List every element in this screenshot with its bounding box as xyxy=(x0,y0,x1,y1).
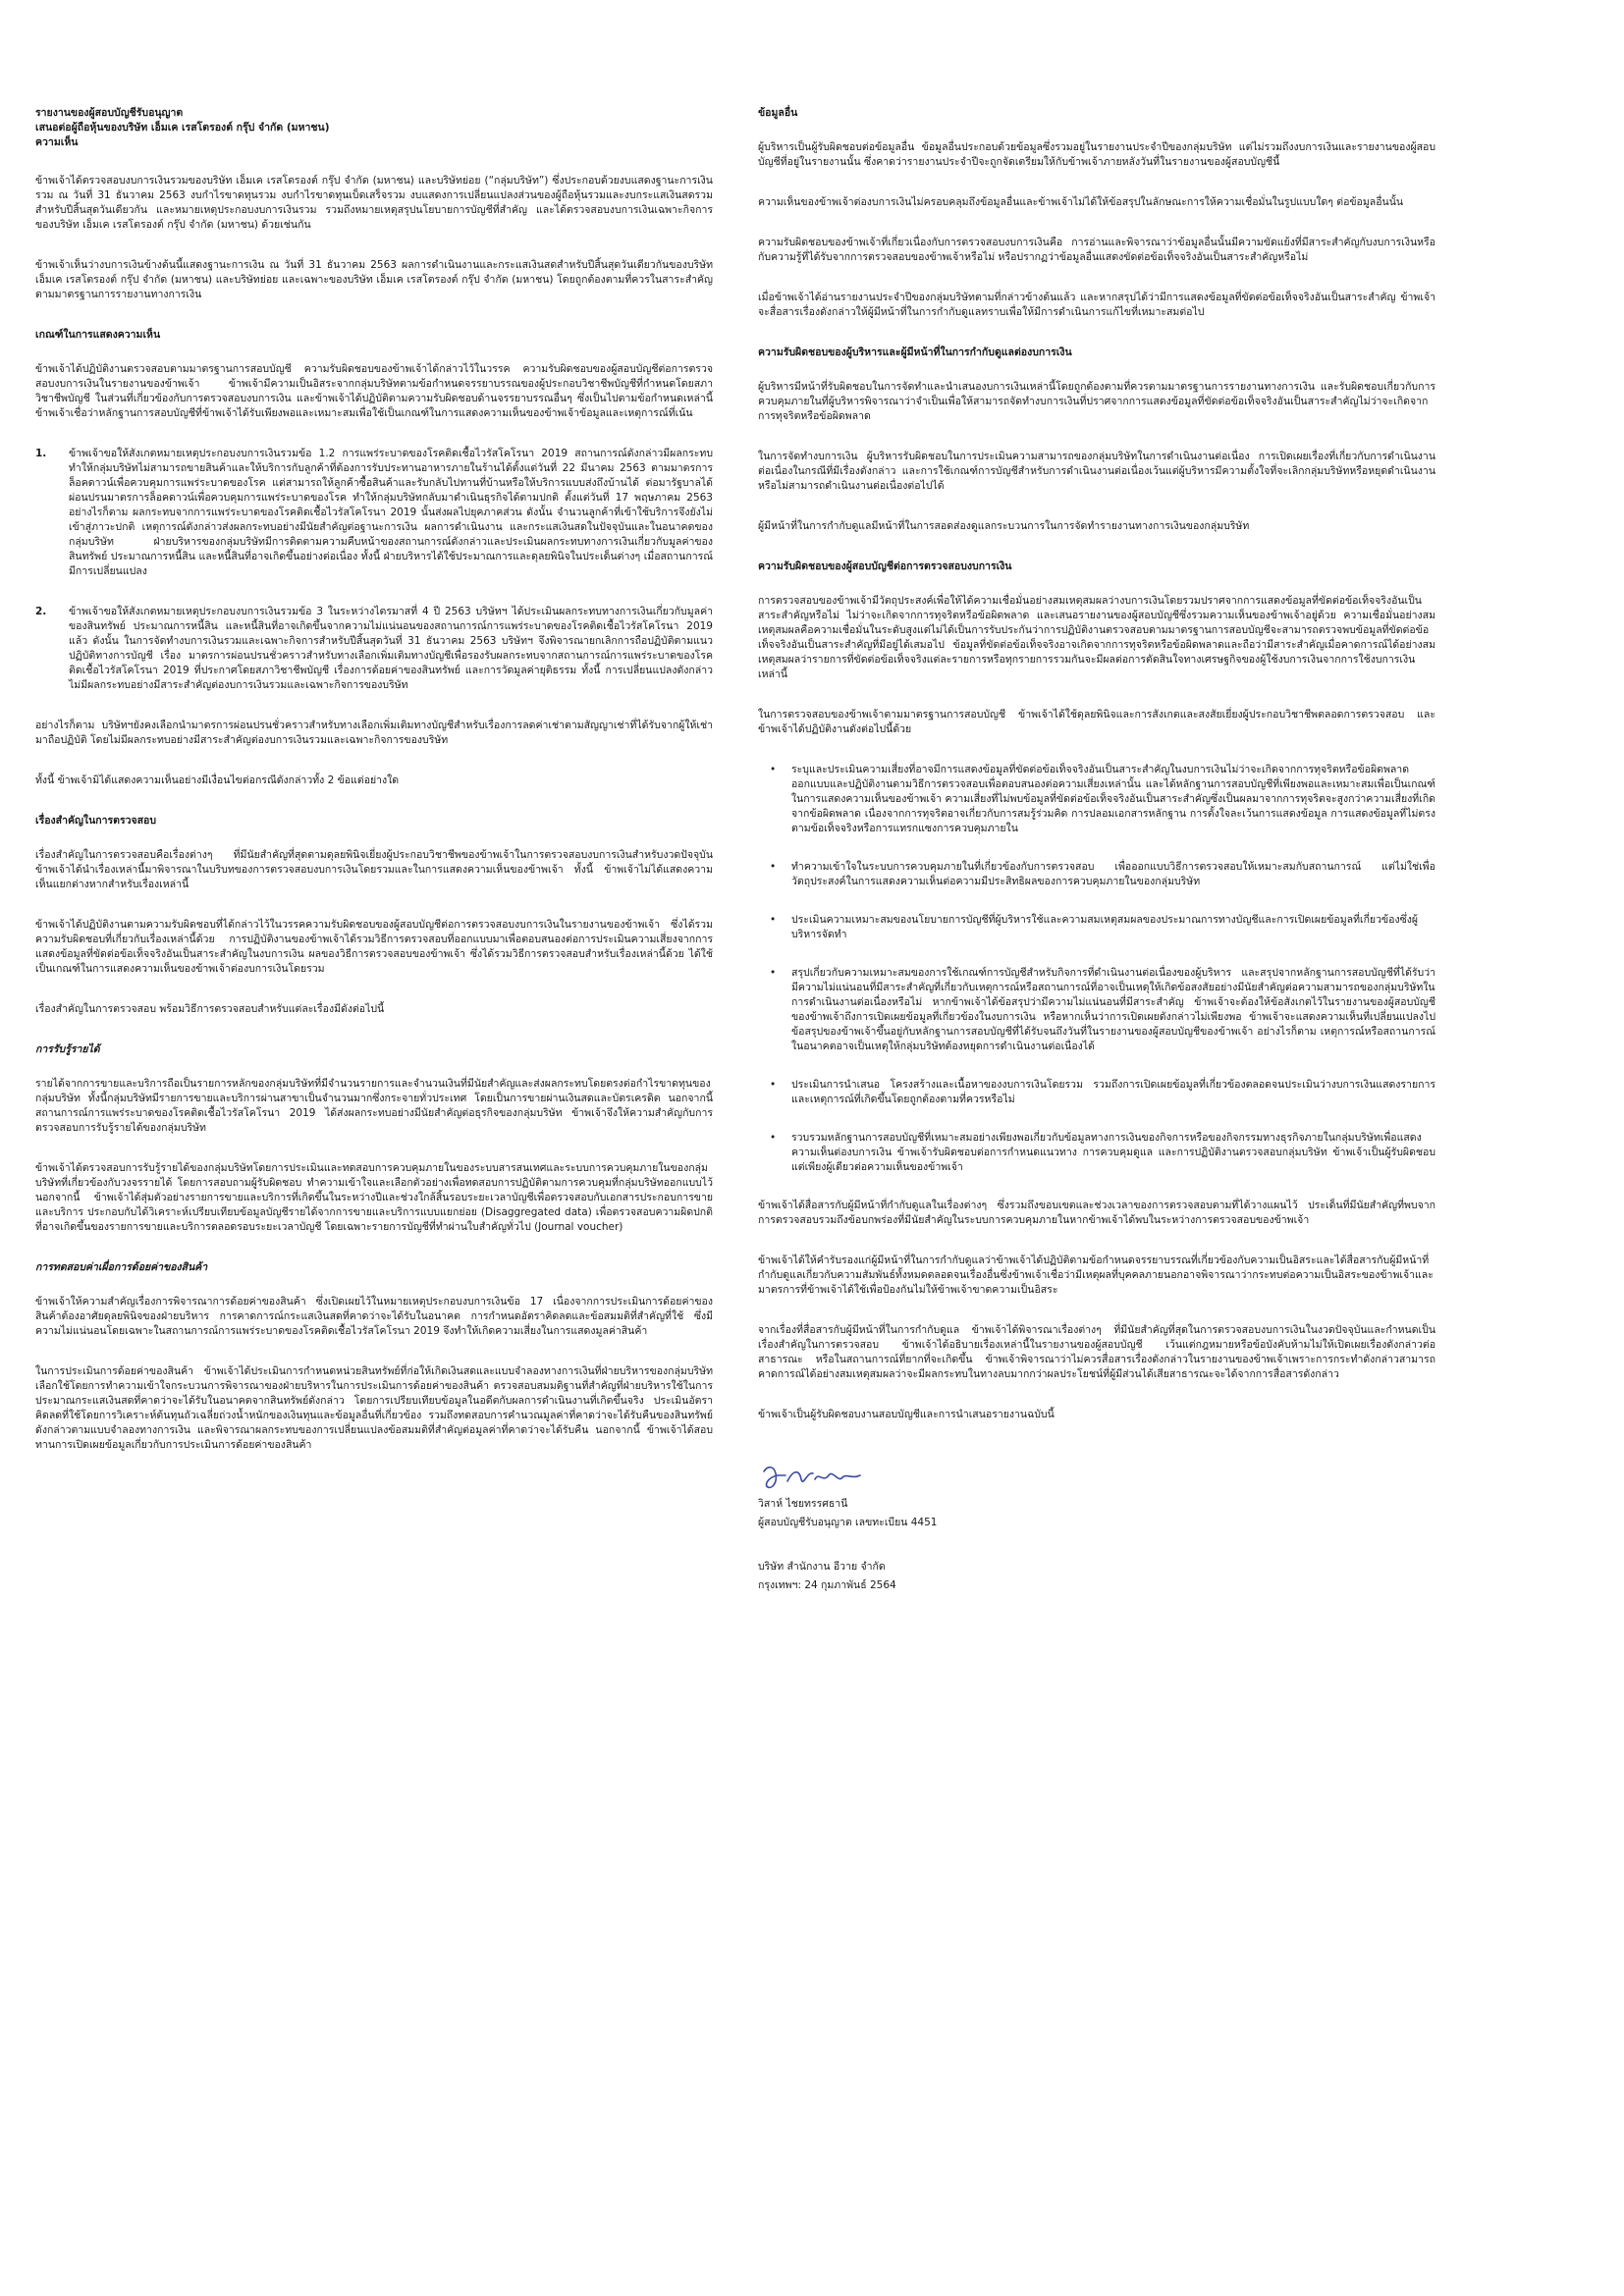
report-title: รายงานของผู้สอบบัญชีรับอนุญาต xyxy=(35,107,184,119)
item-number: 1. xyxy=(35,448,47,459)
revenue-paragraph-2: ข้าพเจ้าได้ตรวจสอบการรับรู้รายได้ของกลุ่มบริษัทโดยการประเมินและทดสอบการควบคุมภายในของระบบสารสนเทศและระบบการควบคุมภายในของกลุ่มบริษัทที่เกี่ยวข้องกับวงจรรายได้ โดยการสอบถามผู้รับผิดชอบ ทำความเข้าใจและเลือกตัวอย่างเพื่อทดสอบการปฏิบัติตามการควบคุมที่กลุ่มบริษัทออกแบบไว้ นอกจากนี้ ข้าพเจ้าได้สุ่มตัวอย่างรายการขายและบริการที่เกิดขึ้นในระหว่างปีและช่วงใกล้สิ้นรอบระยะเวลาบัญชีเพื่อตรวจสอบกับเอกสารประกอบการขายและบริการ ประกอบกับได้วิเคราะห์เปรียบเทียบข้อมูลบัญชีรายได้จากการขายและบริการแบบแยกย่อย (Disaggregated data) เพื่อตรวจสอบความผิดปกติที่อาจเกิดขึ้นของรายการขายและบริการตลอดรอบระยะเวลาบัญชี โดยเฉพาะรายการบัญชีที่ทำผ่านใบสำคัญทั่วไป (Journal voucher) xyxy=(35,1162,713,1233)
kam-paragraph-1: เรื่องสำคัญในการตรวจสอบคือเรื่องต่างๆ ที่มีนัยสำคัญที่สุดตามดุลยพินิจเยี่ยงผู้ประกอบวิชาชีพของข้าพเจ้าในการตรวจสอบงบการเงินสำหรับงวดปัจจุบัน ข้าพเจ้าได้นำเรื่องเหล่านี้มาพิจารณาในบริบทของการตรวจสอบงบการเงินโดยรวมและในการแสดงความเห็นของข้าพเจ้า ทั้งนี้ ข้าพเจ้าไม่ได้แสดงความเห็นแยกต่างหากสำหรับเรื่องเหล่านี้ xyxy=(35,849,713,890)
bullet-icon: • xyxy=(770,861,777,873)
kam-heading: เรื่องสำคัญในการตรวจสอบ xyxy=(35,815,157,827)
audit-firm: บริษัท สำนักงาน อีวาย จำกัด xyxy=(758,1561,886,1573)
emphasis-item-1 xyxy=(35,447,713,579)
other-info-paragraph-2: ความเห็นของข้าพเจ้าต่องบการเงินไม่ครอบคลุมถึงข้อมูลอื่นและข้าพเจ้าไม่ได้ให้ข้อสรุปในลักษณะการให้ความเชื่อมั่นในรูปแบบใดๆ ต่อข้อมูลอื่นนั้น xyxy=(758,196,1404,208)
auditor-paragraph-2: ในการตรวจสอบของข้าพเจ้าตามมาตรฐานการสอบบัญชี ข้าพเจ้าได้ใช้ดุลยพินิจและการสังเกตและสงสัยเยี่ยงผู้ประกอบวิชาชีพตลอดการตรวจสอบ และข้าพเจ้าได้ปฏิบัติงานดังต่อไปนี้ด้วย xyxy=(758,709,1435,735)
signatory-name: วิสาห์ ไชยทรรศธานี xyxy=(758,1498,848,1510)
item-text: ข้าพเจ้าขอให้สังเกตหมายเหตุประกอบงบการเงินรวมข้อ 1.2 การแพร่ระบาดของโรคติดเชื้อไวรัสโคโรนา 2019 สถานการณ์ดังกล่าวมีผลกระทบทำให้กลุ่มบริษัทไม่สามารถขายสินค้าและให้บริการกับลูกค้าที่ต้องการรับประทานอาหารภายในร้านได้ตั้งแต่วันที่ 22 มีนาคม 2563 ตามมาตรการล็อคดาวน์เพื่อควบคุมการแพร่ระบาดของโรค แต่สามารถให้ลูกค้าซื้อสินค้าและรับกลับไปทานที่บ้านหรือให้บริการแบบส่งถึงบ้านได้ ต่อมารัฐบาลได้ผ่อนปรนมาตรการล็อคดาวน์เพื่อควบคุมการแพร่ระบาดของโรค ทำให้กลุ่มบริษัทกลับมาดำเนินธุรกิจได้ตามปกติ ตั้งแต่วันที่ 17 พฤษภาคม 2563 อย่างไรก็ตาม ผลกระทบจากการแพร่ระบาดของโรคติดเชื้อไวรัสโคโรนา 2019 นั้นส่งผลไปยุคภาคส่วน ดังนั้น จำนวนลูกค้าที่เข้าใช้บริการจึงยังไม่เข้าสู่ภาวะปกติ เหตุการณ์ดังกล่าวส่งผลกระทบอย่างมีนัยสำคัญต่อฐานะการเงิน ผลการดำเนินงาน และกระแสเงินสดในปัจจุบันและในอนาคตของกลุ่มบริษัท ฝ่ายบริหารของกลุ่มบริษัทมีการติดตามความคืบหน้าของสถานการณ์ดังกล่าวและประเมินผลกระทบทางการเงินเกี่ยวกับมูลค่าของสินทรัพย์ ประมาณการหนี้สิน และหนี้สินที่อาจเกิดขึ้นอย่างต่อเนื่อง ทั้งนี้ ฝ่ายบริหารได้ใช้ประมาณการและดุลยพินิจในประเด็นต่างๆ เมื่อสถานการณ์มีการเปลี่ยนแปลง xyxy=(69,448,713,577)
communication-paragraph-1: ข้าพเจ้าได้สื่อสารกับผู้มีหน้าที่กำกับดูแลในเรื่องต่างๆ ซึ่งรวมถึงขอบเขตและช่วงเวลาของการตรวจสอบตามที่ได้วางแผนไว้ ประเด็นที่มีนัยสำคัญที่พบจากการตรวจสอบรวมถึงข้อบกพร่องที่มีนัยสำคัญในระบบการควบคุมภายในหากข้าพเจ้าได้พบในระหว่างการตรวจสอบของข้าพเจ้า xyxy=(758,1200,1435,1226)
list-item: • รวบรวมหลักฐานการสอบบัญชีที่เหมาะสมอย่างเพียงพอเกี่ยวกับข้อมูลทางการเงินของกิจการหรือของกิจกรรมทางธุรกิจภายในกลุ่มบริษัทเพื่อแสดงความเห็นต่องบการเงิน ข้าพเจ้ารับผิดชอบต่อการกำหนดแนวทาง การควบคุมดูแล และการปฏิบัติงานตรวจสอบกลุ่มบริษัท ข้าพเจ้าเป็นผู้รับผิดชอบแต่เพียงผู้เดียวต่อความเห็นของข้าพเจ้า xyxy=(758,1131,1435,1175)
communication-paragraph-3: จากเรื่องที่สื่อสารกับผู้มีหน้าที่ในการกำกับดูแล ข้าพเจ้าได้พิจารณาเรื่องต่างๆ ที่มีนัยสำคัญที่สุดในการตรวจสอบงบการเงินในงวดปัจจุบันและกำหนดเป็นเรื่องสำคัญในการตรวจสอบ ข้าพเจ้าได้อธิบายเรื่องเหล่านี้ในรายงานของผู้สอบบัญชี เว้นแต่กฎหมายหรือข้อบังคับห้ามไม่ให้เปิดเผยเรื่องดังกล่าวต่อสาธารณะ หรือในสถานการณ์ที่ยากที่จะเกิดขึ้น ข้าพเจ้าพิจารณาว่าไม่ควรสื่อสารเรื่องดังกล่าวในรายงานของข้าพเจ้าเพราะการกระทำดังกล่าวสามารถคาดการณ์ได้อย่างสมเหตุสมผลว่าจะมีผลกระทบในทางลบมากกว่าผลประโยชน์ที่ผู้มีส่วนได้เสียสาธารณะจะได้จากการสื่อสารดังกล่าว xyxy=(758,1324,1435,1380)
list-item: • ทำความเข้าใจในระบบการควบคุมภายในที่เกี่ยวข้องกับการตรวจสอบ เพื่อออกแบบวิธีการตรวจสอบให้เหมาะสมกับสถานการณ์ แต่ไม่ใช่เพื่อวัตถุประสงค์ในการแสดงความเห็นต่อความมีประสิทธิผลของการควบคุมภายในของกลุ่มบริษัท xyxy=(758,860,1435,889)
impairment-heading: การทดสอบค่าเผื่อการด้อยค่าของสินค้า xyxy=(35,1261,208,1273)
bullet-icon: • xyxy=(770,967,777,979)
other-info-paragraph-1: ผู้บริหารเป็นผู้รับผิดชอบต่อข้อมูลอื่น ข้อมูลอื่นประกอบด้วยข้อมูลซึ่งรวมอยู่ในรายงานประจำปีของกลุ่มบริษัท แต่ไม่รวมถึงงบการเงินและรายงานของผู้สอบบัญชีที่อยู่ในรายงานนั้น ซึ่งคาดว่ารายงานประจำปีจะถูกจัดเตรียมให้กับข้าพเจ้าภายหลังวันที่ในรายงานของผู้สอบบัญชีนี้ xyxy=(758,141,1435,168)
revenue-heading: การรับรู้รายได้ xyxy=(35,1043,100,1055)
audit-procedures-list xyxy=(758,763,1435,1175)
emphasis-item-2 xyxy=(35,605,713,693)
unqualified-note: ทั้งนี้ ข้าพเจ้ามิได้แสดงความเห็นอย่างมีเงื่อนไขต่อกรณีดังกล่าวทั้ง 2 ข้อแต่อย่างใด xyxy=(35,774,400,786)
signature-block xyxy=(758,1462,1435,1593)
signatory-license: ผู้สอบบัญชีรับอนุญาต เลขทะเบียน 4451 xyxy=(758,1517,938,1528)
kam-paragraph-3: เรื่องสำคัญในการตรวจสอบ พร้อมวิธีการตรวจสอบสำหรับแต่ละเรื่องมีดังต่อไปนี้ xyxy=(35,1003,385,1015)
basis-heading: เกณฑ์ในการแสดงความเห็น xyxy=(35,329,161,341)
basis-paragraph: ข้าพเจ้าได้ปฏิบัติงานตรวจสอบตามมาตรฐานการสอบบัญชี ความรับผิดชอบของข้าพเจ้าได้กล่าวไว้ในวรรค ความรับผิดชอบของผู้สอบบัญชีต่อการตรวจสอบงบการเงินในรายงานของข้าพเจ้า ข้าพเจ้ามีความเป็นอิสระจากกลุ่มบริษัทตามข้อกำหนดจรรยาบรรณของผู้ประกอบวิชาชีพบัญชีที่กำหนดโดยสภาวิชาชีพบัญชี ในส่วนที่เกี่ยวข้องกับการตรวจสอบงบการเงิน และข้าพเจ้าได้ปฏิบัติตามความรับผิดชอบด้านจรรยาบรรณอื่นๆ ซึ่งเป็นไปตามข้อกำหนดเหล่านี้ ข้าพเจ้าเชื่อว่าหลักฐานการสอบบัญชีที่ข้าพเจ้าได้รับเพียงพอและเหมาะสมเพื่อใช้เป็นเกณฑ์ในการแสดงความเห็นของข้าพเจ้าข้อมูลและเหตุการณ์ที่เน้น xyxy=(35,363,713,419)
list-item: • สรุปเกี่ยวกับความเหมาะสมของการใช้เกณฑ์การบัญชีสำหรับกิจการที่ดำเนินงานต่อเนื่องของผู้บริหาร และสรุปจากหลักฐานการสอบบัญชีที่ได้รับว่ามีความไม่แน่นอนที่มีสาระสำคัญที่เกี่ยวกับเหตุการณ์หรือสถานการณ์ที่อาจเป็นเหตุให้เกิดข้อสงสัยอย่างมีนัยสำคัญต่อความสามารถของกลุ่มบริษัทในการดำเนินงานต่อเนื่องหรือไม่ หากข้าพเจ้าได้ข้อสรุปว่ามีความไม่แน่นอนที่มีสาระสำคัญ ข้าพเจ้าจะต้องให้ข้อสังเกตไว้ในรายงานของผู้สอบบัญชีของข้าพเจ้าถึงการเปิดเผยข้อมูลที่เกี่ยวข้องในงบการเงิน หรือหากเห็นว่าการเปิดเผยดังกล่าวไม่เพียงพอ ข้าพเจ้าจะแสดงความเห็นที่เปลี่ยนแปลงไป ข้อสรุปของข้าพเจ้าขึ้นอยู่กับหลักฐานการสอบบัญชีที่ได้รับจนถึงวันที่ในรายงานของผู้สอบบัญชีของข้าพเจ้า อย่างไรก็ตาม เหตุการณ์หรือสถานการณ์ในอนาคตอาจเป็นเหตุให้กลุ่มบริษัทต้องหยุดการดำเนินงานต่อเนื่องได้ xyxy=(758,966,1435,1054)
report-header xyxy=(35,106,713,150)
bullet-icon: • xyxy=(770,1132,777,1144)
right-column xyxy=(758,106,1435,1597)
item-text: ข้าพเจ้าขอให้สังเกตหมายเหตุประกอบงบการเงินรวมข้อ 3 ในระหว่างไตรมาสที่ 4 ปี 2563 บริษัทฯ ได้ประเมินผลกระทบทางการเงินเกี่ยวกับมูลค่าของสินทรัพย์ ประมาณการหนี้สิน และหนี้สินที่อาจเกิดขึ้นจากความไม่แน่นอนของสถานการณ์การแพร่ระบาดของโรคติดเชื้อไวรัสโคโรนา 2019 แล้ว ดังนั้น ในการจัดทำงบการเงินรวมและเฉพาะกิจการสำหรับปีสิ้นสุดวันที่ 31 ธันวาคม 2563 บริษัทฯ จึงพิจารณายกเลิกการถือปฏิบัติตามแนวปฏิบัติทางการบัญชี เรื่อง มาตรการผ่อนปรนชั่วคราวสำหรับทางเลือกเพิ่มเติมทางบัญชีเพื่อรองรับผลกระทบจากสถานการณ์การแพร่ระบาดของโรคติดเชื้อไวรัสโคโรนา 2019 ที่ประกาศโดยสภาวิชาชีพบัญชี เรื่องการด้อยค่าของสินทรัพย์ และการวัดมูลค่ายุติธรรม ทั้งนี้ การเปลี่ยนแปลงดังกล่าวไม่มีผลกระทบอย่างมีสาระสำคัญต่องบการเงินรวมและเฉพาะกิจการของบริษัท xyxy=(69,606,713,691)
other-info-paragraph-4: เมื่อข้าพเจ้าได้อ่านรายงานประจำปีของกลุ่มบริษัทตามที่กล่าวข้างต้นแล้ว และหากสรุปได้ว่ามีการแสดงข้อมูลที่ขัดต่อข้อเท็จจริงอันเป็นสาระสำคัญ ข้าพเจ้าจะสื่อสารเรื่องดังกล่าวให้ผู้มีหน้าที่ในการกำกับดูแลทราบเพื่อให้มีการดำเนินการแก้ไขที่เหมาะสมต่อไป xyxy=(758,292,1435,318)
management-responsibility-heading: ความรับผิดชอบของผู้บริหารและผู้มีหน้าที่ในการกำกับดูแลต่องบการเงิน xyxy=(758,347,1072,358)
bullet-icon: • xyxy=(770,1079,777,1091)
management-paragraph-1: ผู้บริหารมีหน้าที่รับผิดชอบในการจัดทำและนำเสนองบการเงินเหล่านี้โดยถูกต้องตามที่ควรตามมาตรฐานการรายงานทางการเงิน และรับผิดชอบเกี่ยวกับการควบคุมภายในที่ผู้บริหารพิจารณาว่าจำเป็นเพื่อให้สามารถจัดทำงบการเงินที่ปราศจากการแสดงข้อมูลที่ขัดต่อข้อเท็จจริงอันเป็นสาระสำคัญไม่ว่าจะเกิดจากการทุจริตหรือข้อผิดพลาด xyxy=(758,381,1435,422)
item-number: 2. xyxy=(35,606,47,617)
engagement-statement: ข้าพเจ้าเป็นผู้รับผิดชอบงานสอบบัญชีและการนำเสนอรายงานฉบับนี้ xyxy=(758,1409,1055,1420)
communication-paragraph-2: ข้าพเจ้าได้ให้คำรับรองแก่ผู้มีหน้าที่ในการกำกับดูแลว่าข้าพเจ้าได้ปฏิบัติตามข้อกำหนดจรรยาบรรณที่เกี่ยวข้องกับความเป็นอิสระและได้สื่อสารกับผู้มีหน้าที่กำกับดูแลเกี่ยวกับความสัมพันธ์ทั้งหมดตลอดจนเรื่องอื่นซึ่งข้าพเจ้าเชื่อว่ามีเหตุผลที่บุคคลภายนอกอาจพิจารณาว่ากระทบต่อความเป็นอิสระของข้าพเจ้าและมาตรการที่ข้าพเจ้าได้ใช้เพื่อป้องกันไม่ให้ข้าพเจ้าขาดความเป็นอิสระ xyxy=(758,1255,1434,1296)
handwritten-signature xyxy=(758,1462,866,1497)
opinion-paragraph-1: ข้าพเจ้าได้ตรวจสอบงบการเงินรวมของบริษัท เอ็มเค เรสโตรองต์ กรุ๊ป จำกัด (มหาชน) และบริษัทย่อย (“กลุ่มบริษัท”) ซึ่งประกอบด้วยงบแสดงฐานะการเงินรวม ณ วันที่ 31 ธันวาคม 2563 งบกำไรขาดทุนรวม งบกำไรขาดทุนเบ็ดเสร็จรวม งบแสดงการเปลี่ยนแปลงส่วนของผู้ถือหุ้นรวมและงบกระแสเงินสดรวม สำหรับปีสิ้นสุดวันเดียวกัน และหมายเหตุประกอบงบการเงินรวม รวมถึงหมายเหตุสรุปนโยบายการบัญชีที่สำคัญ และได้ตรวจสอบงบการเงินเฉพาะกิจการของบริษัท เอ็มเค เรสโตรองต์ กรุ๊ป จำกัด (มหาชน) ด้วยเช่นกัน xyxy=(35,175,713,231)
report-addressee: เสนอต่อผู้ถือหุ้นของบริษัท เอ็มเค เรสโตรองต์ กรุ๊ป จำกัด (มหาชน) xyxy=(35,122,330,133)
city-date: กรุงเทพฯ: 24 กุมภาพันธ์ 2564 xyxy=(758,1579,896,1591)
list-item: • ระบุและประเมินความเสี่ยงที่อาจมีการแสดงข้อมูลที่ขัดต่อข้อเท็จจริงอันเป็นสาระสำคัญในงบการเงินไม่ว่าจะเกิดจากการทุจริตหรือข้อผิดพลาด ออกแบบและปฏิบัติงานตามวิธีการตรวจสอบเพื่อตอบสนองต่อความเสี่ยงเหล่านั้น และได้หลักฐานการสอบบัญชีที่เพียงพอและเหมาะสมเพื่อเป็นเกณฑ์ในการแสดงความเห็นของข้าพเจ้า ความเสี่ยงที่ไม่พบข้อมูลที่ขัดต่อข้อเท็จจริงอันเป็นสาระสำคัญซึ่งเป็นผลมาจากการทุจริตจะสูงกว่าความเสี่ยงที่เกิดจากข้อผิดพลาด เนื่องจากการทุจริตอาจเกี่ยวกับการสมรู้ร่วมคิด การปลอมเอกสารหลักฐาน การตั้งใจละเว้นการแสดงข้อมูล การแสดงข้อมูลที่ไม่ตรงตามข้อเท็จจริงหรือการแทรกแซงการควบคุมภายใน xyxy=(758,763,1435,836)
list-item: • ประเมินความเหมาะสมของนโยบายการบัญชีที่ผู้บริหารใช้และความสมเหตุสมผลของประมาณการทางบัญชีและการเปิดเผยข้อมูลที่เกี่ยวข้องซึ่งผู้บริหารจัดทำ xyxy=(758,913,1435,942)
bullet-icon: • xyxy=(770,914,777,926)
other-info-heading: ข้อมูลอื่น xyxy=(758,107,798,119)
other-info-paragraph-3: ความรับผิดชอบของข้าพเจ้าที่เกี่ยวเนื่องกับการตรวจสอบงบการเงินคือ การอ่านและพิจารณาว่าข้อมูลอื่นนั้นมีความขัดแย้งที่มีสาระสำคัญกับงบการเงินหรือกับความรู้ที่ได้รับจากการตรวจสอบของข้าพเจ้าหรือไม่ หรือปรากฏว่าข้อมูลอื่นแสดงขัดต่อข้อเท็จจริงอันเป็นสาระสำคัญหรือไม่ xyxy=(758,237,1435,263)
auditor-responsibility-heading: ความรับผิดชอบของผู้สอบบัญชีต่อการตรวจสอบงบการเงิน xyxy=(758,561,1012,572)
left-column xyxy=(35,106,713,1478)
revenue-paragraph-1: รายได้จากการขายและบริการถือเป็นรายการหลักของกลุ่มบริษัทที่มีจำนวนรายการและจำนวนเงินที่มีนัยสำคัญและส่งผลกระทบโดยตรงต่อกำไรขาดทุนของกลุ่มบริษัท ทั้งนี้กลุ่มบริษัทมีรายการขายและบริการผ่านสาขาเป็นจำนวนมากซึ่งกระจายทั่วประเทศ โดยเป็นการขายผ่านเงินสดและบัตรเครดิต นอกจากนี้ สถานการณ์การแพร่ระบาดของโรคติดเชื้อไวรัสโคโรนา 2019 ได้ส่งผลกระทบอย่างมีนัยสำคัญต่อธุรกิจของกลุ่มบริษัท ข้าพเจ้าจึงให้ความสำคัญกับการตรวจสอบการรับรู้รายได้ของกลุ่มบริษัท xyxy=(35,1078,713,1134)
list-item: • ประเมินการนำเสนอ โครงสร้างและเนื้อหาของงบการเงินโดยรวม รวมถึงการเปิดเผยข้อมูลที่เกี่ยวข้องตลอดจนประเมินว่างบการเงินแสดงรายการและเหตุการณ์ที่เกิดขึ้นโดยถูกต้องตามที่ควรหรือไม่ xyxy=(758,1078,1435,1107)
auditor-paragraph-1: การตรวจสอบของข้าพเจ้ามีวัตถุประสงค์เพื่อให้ได้ความเชื่อมั่นอย่างสมเหตุสมผลว่างบการเงินโดยรวมปราศจากการแสดงข้อมูลที่ขัดต่อข้อเท็จจริงอันเป็นสาระสำคัญหรือไม่ ไม่ว่าจะเกิดจากการทุจริตหรือข้อผิดพลาด และเสนอรายงานของผู้สอบบัญชีซึ่งรวมความเห็นของข้าพเจ้าอยู่ด้วย ความเชื่อมั่นอย่างสมเหตุสมผลคือความเชื่อมั่นในระดับสูงแต่ไม่ได้เป็นการรับประกันว่าการปฏิบัติงานตรวจสอบตามมาตรฐานการสอบบัญชีจะสามารถตรวจพบข้อมูลที่ขัดต่อข้อเท็จจริงอันเป็นสาระสำคัญที่มีอยู่ได้เสมอไป ข้อมูลที่ขัดต่อข้อเท็จจริงอาจเกิดจากการทุจริตหรือข้อผิดพลาดและถือว่ามีสาระสำคัญเมื่อคาดการณ์ได้อย่างสมเหตุสมผลว่ารายการที่ขัดต่อข้อเท็จจริงแต่ละรายการหรือทุกรายการรวมกันจะมีผลต่อการตัดสินใจทางเศรษฐกิจของผู้ใช้งบการเงินจากการใช้งบการเงินเหล่านี้ xyxy=(758,595,1435,680)
relief-paragraph: อย่างไรก็ตาม บริษัทฯยังคงเลือกนำมาตรการผ่อนปรนชั่วคราวสำหรับทางเลือกเพิ่มเติมทางบัญชีสำหรับเรื่องการลดค่าเช่าตามสัญญาเช่าที่ได้รับจากผู้ให้เช่ามาถือปฏิบัติ โดยไม่มีผลกระทบอย่างมีสาระสำคัญต่องบการเงินรวมและเฉพาะกิจการของบริษัท xyxy=(35,720,713,746)
bullet-icon: • xyxy=(770,764,777,775)
impairment-paragraph-1: ข้าพเจ้าให้ความสำคัญเรื่องการพิจารณาการด้อยค่าของสินค้า ซึ่งเปิดเผยไว้ในหมายเหตุประกอบงบการเงินข้อ 17 เนื่องจากการประเมินการด้อยค่าของสินค้าต้องอาศัยดุลยพินิจของฝ่ายบริหาร การคาดการณ์กระแสเงินสดที่คาดว่าจะได้รับในอนาคต การกำหนดอัตราคิดลดและข้อสมมติที่สำคัญที่ใช้ ซึ่งมีความไม่แน่นอนโดยเฉพาะในสถานการณ์การแพร่ระบาดของโรคติดเชื้อไวรัสโคโรนา 2019 จึงทำให้เกิดความเสี่ยงในการแสดงมูลค่าสินค้า xyxy=(35,1296,713,1337)
impairment-paragraph-2: ในการประเมินการด้อยค่าของสินค้า ข้าพเจ้าได้ประเมินการกำหนดหน่วยสินทรัพย์ที่ก่อให้เกิดเงินสดและแบบจำลองทางการเงินที่ฝ่ายบริหารของกลุ่มบริษัทเลือกใช้โดยการทำความเข้าใจกระบวนการพิจารณาของฝ่ายบริหารในการประเมินการด้อยค่าของสินค้า ตรวจสอบสมมติฐานที่สำคัญที่ฝ่ายบริหารใช้ในการประมาณกระแสเงินสดที่คาดว่าจะได้รับในอนาคตจากสินทรัพย์ดังกล่าว โดยการเปรียบเทียบข้อมูลในอดีตกับผลการดำเนินงานที่เกิดขึ้นจริง ประเมินอัตราคิดลดที่ใช้โดยการวิเคราะห์ต้นทุนถัวเฉลี่ยถ่วงน้ำหนักของเงินทุนและข้อมูลอื่นที่เกี่ยวข้อง รวมถึงทดสอบการคำนวณมูลค่าที่คาดว่าจะได้รับคืนของสินทรัพย์ดังกล่าวตามแบบจำลองทางการเงิน และพิจารณาผลกระทบของการเปลี่ยนแปลงข้อสมมติที่สำคัญต่อมูลค่าที่คาดว่าจะได้รับคืน นอกจากนี้ ข้าพเจ้าได้สอบทานการเปิดเผยข้อมูลเกี่ยวกับการประเมินการด้อยค่าของสินค้า xyxy=(35,1365,713,1451)
management-paragraph-2: ในการจัดทำงบการเงิน ผู้บริหารรับผิดชอบในการประเมินความสามารถของกลุ่มบริษัทในการดำเนินงานต่อเนื่อง การเปิดเผยเรื่องที่เกี่ยวกับการดำเนินงานต่อเนื่องในกรณีที่มีเรื่องดังกล่าว และการใช้เกณฑ์การบัญชีสำหรับการดำเนินงานต่อเนื่องเว้นแต่ผู้บริหารมีความตั้งใจที่จะเลิกกลุ่มบริษัทหรือหยุดดำเนินงานหรือไม่สามารถดำเนินงานต่อเนื่องต่อไปได้ xyxy=(758,451,1435,492)
opinion-heading: ความเห็น xyxy=(35,136,79,148)
kam-paragraph-2: ข้าพเจ้าได้ปฏิบัติงานตามความรับผิดชอบที่ได้กล่าวไว้ในวรรคความรับผิดชอบของผู้สอบบัญชีต่อการตรวจสอบงบการเงินในรายงานของข้าพเจ้า ซึ่งได้รวมความรับผิดชอบที่เกี่ยวกับเรื่องเหล่านี้ด้วย การปฏิบัติงานของข้าพเจ้าได้รวมวิธีการตรวจสอบที่ออกแบบมาเพื่อตอบสนองต่อการประเมินความเสี่ยงจากการแสดงข้อมูลที่ขัดต่อข้อเท็จจริงอันเป็นสาระสำคัญในงบการเงิน ผลของวิธีการตรวจสอบของข้าพเจ้า ซึ่งได้รวมวิธีการตรวจสอบสำหรับเรื่องเหล่านี้ด้วย ได้ใช้เป็นเกณฑ์ในการแสดงความเห็นของข้าพเจ้าต่องบการเงินโดยรวม xyxy=(35,919,713,975)
opinion-paragraph-2: ข้าพเจ้าเห็นว่างบการเงินข้างต้นนี้แสดงฐานะการเงิน ณ วันที่ 31 ธันวาคม 2563 ผลการดำเนินงานและกระแสเงินสดสำหรับปีสิ้นสุดวันเดียวกันของบริษัท เอ็มเค เรสโตรองต์ กรุ๊ป จำกัด (มหาชน) และบริษัทย่อย และเฉพาะของบริษัท เอ็มเค เรสโตรองต์ กรุ๊ป จำกัด (มหาชน) โดยถูกต้องตามที่ควรในสาระสำคัญตามมาตรฐานการรายงานทางการเงิน xyxy=(35,259,713,300)
management-paragraph-3: ผู้มีหน้าที่ในการกำกับดูแลมีหน้าที่ในการสอดส่องดูแลกระบวนการในการจัดทำรายงานทางการเงินของกลุ่มบริษัท xyxy=(758,520,1250,532)
